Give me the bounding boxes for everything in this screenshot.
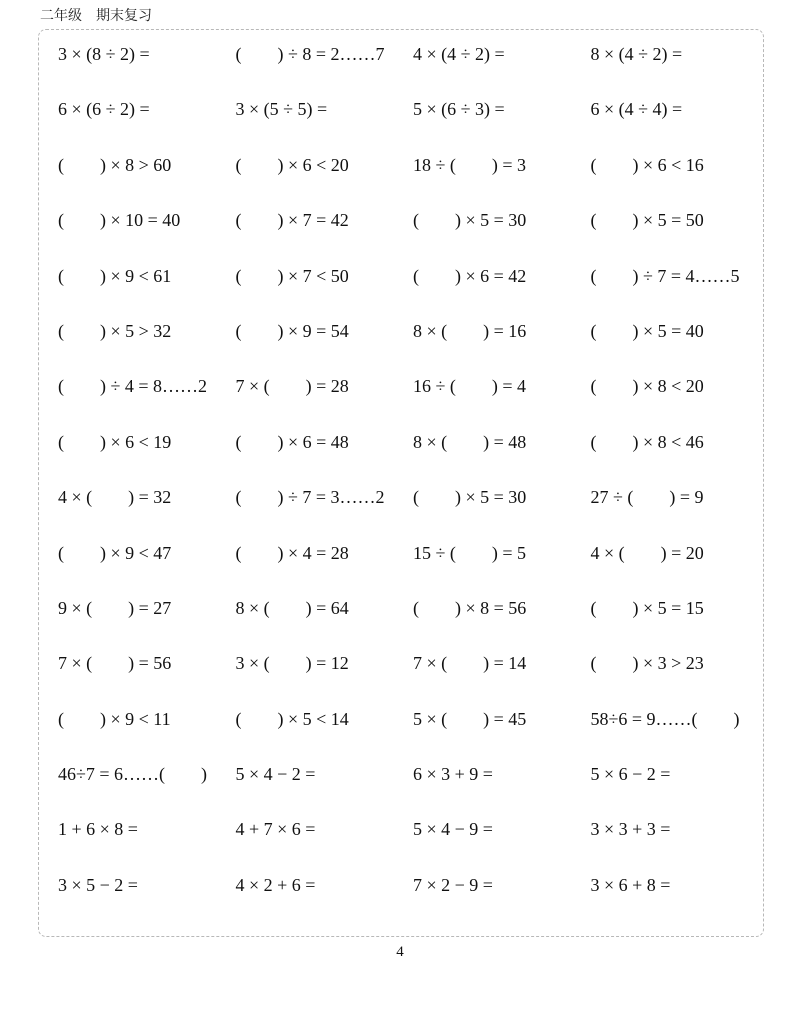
math-problem: 5 × 6 − 2 = [590,764,671,785]
math-problem: ( ) × 7 = 42 [235,210,349,231]
math-problem: ( ) × 5 = 50 [590,210,704,231]
exercise-row [58,266,768,321]
math-problem: ( ) × 8 < 46 [590,431,704,452]
exercise-row [58,487,768,542]
math-problem: 3 × 5 − 2 = [58,874,138,895]
math-problem: ( ) × 9 < 47 [58,542,172,563]
exercise-row [58,875,768,930]
math-problem: ( ) ÷ 7 = 3……2 [235,487,385,508]
exercise-row [58,44,768,99]
math-problem: 3 × 6 + 8 = [590,874,671,895]
math-problem: 3 × 3 + 3 = [590,819,671,840]
math-problem: 5 × ( ) = 45 [413,708,527,729]
math-problem: ( ) ÷ 7 = 4……5 [590,265,740,286]
math-problem: ( ) × 5 = 40 [590,320,704,341]
math-problem: 4 + 7 × 6 = [235,819,316,840]
math-problem: ( ) ÷ 4 = 8……2 [58,376,208,397]
math-problem: ( ) × 6 < 20 [235,154,349,175]
math-problem: 4 × ( ) = 20 [590,542,704,563]
exercise-row [58,99,768,154]
math-problem: ( ) × 7 < 50 [235,265,349,286]
math-problem: 6 × (4 ÷ 4) = [590,99,683,120]
math-problem: ( ) × 8 > 60 [58,154,172,175]
math-problem: 1 + 6 × 8 = [58,819,138,840]
math-problem: 7 × ( ) = 14 [413,653,527,674]
exercise-row [58,210,768,265]
exercise-row [58,155,768,210]
worksheet-header: 二年级 期末复习 [40,8,152,24]
exercise-row [58,764,768,819]
math-problem: 58÷6 = 9……( ) [590,708,740,729]
math-problem: 6 × (6 ÷ 2) = [58,99,150,120]
exercise-row [58,819,768,874]
math-problem: 7 × ( ) = 28 [235,376,349,397]
math-problem: ( ) × 6 < 16 [590,154,704,175]
math-problem: 9 × ( ) = 27 [58,597,172,618]
math-problem: 4 × 2 + 6 = [235,874,316,895]
math-problem: 5 × 4 − 2 = [235,764,316,785]
math-problem: 5 × 4 − 9 = [413,819,493,840]
math-problem: ( ) × 8 = 56 [413,597,527,618]
math-problem: ( ) × 5 = 30 [413,210,527,231]
math-problem: 46÷7 = 6……( ) [58,764,208,785]
math-problem: 3 × (5 ÷ 5) = [235,99,328,120]
math-problem: ( ) × 10 = 40 [58,210,181,231]
exercise-row [58,709,768,764]
math-problem: 15 ÷ ( ) = 5 [413,542,527,563]
math-problem: 5 × (6 ÷ 3) = [413,99,505,120]
math-problem: ( ) × 5 < 14 [235,708,349,729]
math-problem: 27 ÷ ( ) = 9 [590,487,704,508]
math-problem: 16 ÷ ( ) = 4 [413,376,527,397]
exercise-row [58,432,768,487]
math-problem: 6 × 3 + 9 = [413,764,493,785]
math-problem: 4 × (4 ÷ 2) = [413,44,505,64]
page-number: 4 [396,944,404,960]
math-problem: ( ) × 4 = 28 [235,542,349,563]
math-problem: 8 × ( ) = 64 [235,597,349,618]
exercise-row [58,321,768,376]
math-problem: ( ) × 9 < 61 [58,265,172,286]
math-problem: ( ) × 5 > 32 [58,320,172,341]
math-problem: ( ) ÷ 8 = 2……7 [235,44,385,64]
exercise-grid [58,44,768,930]
math-problem: ( ) × 8 < 20 [590,376,704,397]
math-problem: ( ) × 6 = 48 [235,431,349,452]
math-problem: ( ) × 6 = 42 [413,265,527,286]
math-problem: ( ) × 5 = 15 [590,597,704,618]
math-problem: 3 × (8 ÷ 2) = [58,44,150,64]
exercise-row [58,376,768,431]
math-problem: ( ) × 6 < 19 [58,431,172,452]
math-problem: 3 × ( ) = 12 [235,653,349,674]
exercise-row [58,543,768,598]
math-problem: 7 × ( ) = 56 [58,653,172,674]
math-problem: ( ) × 5 = 30 [413,487,527,508]
exercise-row [58,598,768,653]
math-problem: ( ) × 9 < 11 [58,708,171,729]
math-problem: 18 ÷ ( ) = 3 [413,154,527,175]
math-problem: 7 × 2 − 9 = [413,874,493,895]
math-problem: 8 × ( ) = 48 [413,431,527,452]
exercise-row [58,653,768,708]
math-problem: 4 × ( ) = 32 [58,487,172,508]
math-problem: 8 × ( ) = 16 [413,320,527,341]
math-problem: ( ) × 3 > 23 [590,653,704,674]
math-problem: 8 × (4 ÷ 2) = [590,44,683,64]
math-problem: ( ) × 9 = 54 [235,320,349,341]
